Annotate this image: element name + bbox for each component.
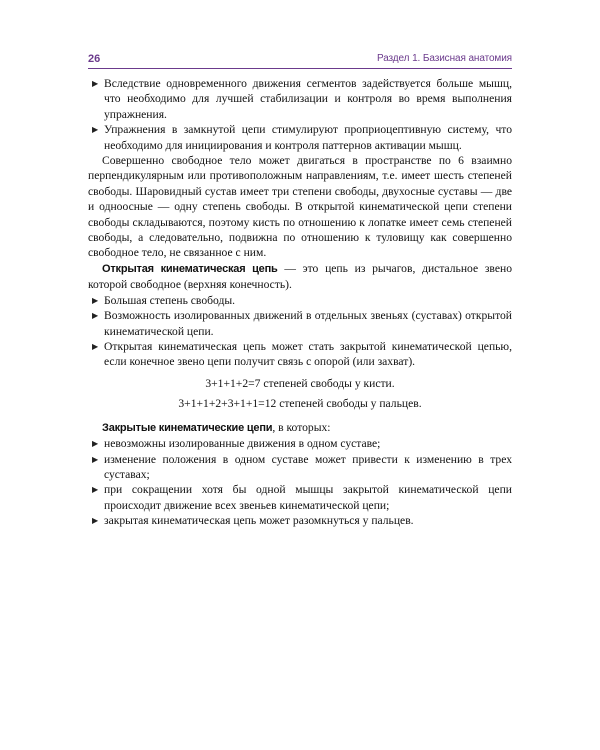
triangle-right-icon: ▶ <box>92 454 99 464</box>
page-header <box>88 52 512 68</box>
list-item-text: при сокращении хотя бы одной мышцы закрытой кинематической цепи происходит движение всех звеньев кинематической цепи; <box>104 483 512 512</box>
triangle-right-icon: ▶ <box>92 516 99 526</box>
list-item <box>88 308 512 339</box>
open-chain-term: Открытая кинематическая цепь <box>102 262 278 275</box>
triangle-right-icon: ▶ <box>92 125 99 135</box>
page-number: 26 <box>88 53 101 65</box>
list-item-text: Большая степень свободы. <box>104 293 236 307</box>
formula-fingers: 3+1+1+2+3+1+1=12 степеней свободы у пальцев. <box>178 396 422 410</box>
list-item-text: Открытая кинематическая цепь может стать закрытой кинематической цепью, если конечное звено цепи получит связь с опорой (или захват). <box>104 339 512 369</box>
running-head: Раздел 1. Базисная анатомия <box>376 53 512 64</box>
list-item-text: Возможность изолированных движений в отдельных звеньях (суставах) открытой кинематической цепи. <box>104 309 512 338</box>
header-rule <box>88 68 512 69</box>
body-text <box>88 76 512 529</box>
list-item <box>88 293 512 308</box>
formula-hand: 3+1+1+2=7 степеней свободы у кисти. <box>205 376 395 390</box>
list-item <box>88 482 512 513</box>
closed-chain-term: Закрытые кинематические цепи <box>102 421 273 434</box>
triangle-right-icon: ▶ <box>92 341 99 351</box>
list-item-text: Упражнения в замкнутой цепи стимулируют проприоцептивную систему, что необходимо для инициирования и контроля паттернов активации мышц. <box>104 123 512 152</box>
paragraph-closed-chain <box>88 420 512 436</box>
triangle-right-icon: ▶ <box>92 311 99 321</box>
list-item-text: изменение положения в одном суставе может привести к изменению в трех суставах; <box>104 452 512 481</box>
list-item <box>88 76 512 122</box>
triangle-right-icon: ▶ <box>92 485 99 495</box>
list-item-text: невозможны изолированные движения в одном суставе; <box>104 437 381 451</box>
open-chain-definition: — это цепь из рычагов, дистальное звено которой свободное (верхняя конечность). <box>88 261 512 292</box>
list-item-text: закрытая кинематическая цепь может разомкнуться у пальцев. <box>104 514 414 528</box>
list-item-text: Вследствие одновременного движения сегментов задействуется больше мышц, что необходимо для лучшей стабилизации и контроля во время выполнения упражнения. <box>104 77 512 121</box>
list-item <box>88 122 512 153</box>
paragraph-degrees-of-freedom: Совершенно свободное тело может двигаться в пространстве по 6 взаимно перпендикулярным или противоположным направлениям, т.е. имеет шесть степеней свободы. Шаровидный сустав имеет три степени свободы, двухосные суставы — две и одноосные — одну степень свободы. В открытой кинематической цепи степени свободы складываются, поэтому кисть по отношению к лопатке имеет семь степеней свободы, а следовательно, подвижна по отношению к туловищу как совершенно свободное тело, не связанное с ним. <box>88 154 512 260</box>
list-item <box>88 452 512 483</box>
triangle-right-icon: ▶ <box>92 79 99 88</box>
triangle-right-icon: ▶ <box>92 439 99 449</box>
triangle-right-icon: ▶ <box>92 295 99 305</box>
paragraph-open-chain <box>88 261 512 293</box>
list-item <box>88 339 512 370</box>
list-item <box>88 513 512 528</box>
list-item <box>88 436 512 451</box>
closed-chain-intro: , в которых: <box>272 420 331 434</box>
